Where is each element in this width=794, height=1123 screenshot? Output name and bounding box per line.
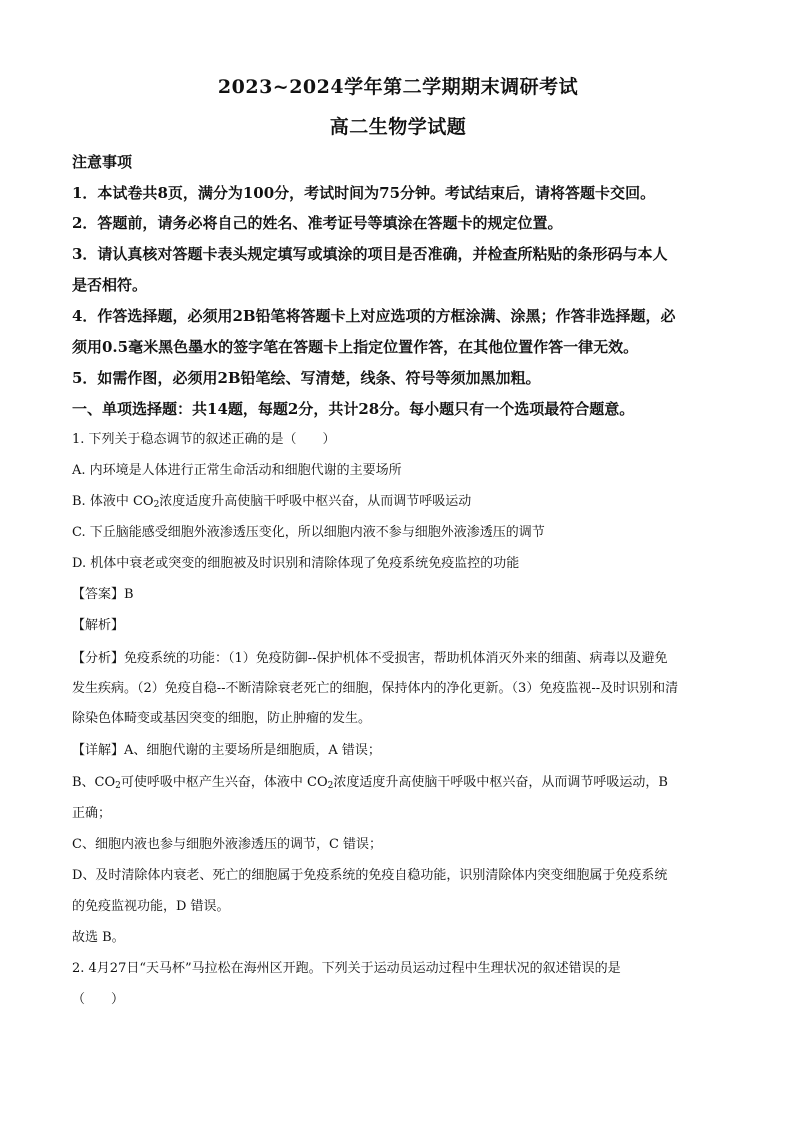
q1-analysis-line: 【分析】免疫系统的功能：（1）免疫防御--保护机体不受损害，帮助机体消灭外来的细菌、病毒以及避免	[72, 651, 668, 666]
q1-option-d: D. 机体中衰老或突变的细胞被及时识别和清除体现了免疫系统免疫监控的功能	[72, 556, 520, 571]
q1-analysis-line: 除染色体畸变或基因突变的细胞，防止肿瘤的发生。	[72, 711, 372, 726]
q1-analysis-line: 发生疾病。（2）免疫自稳--不断清除衰老死亡的细胞，保持体内的净化更新。（3）免疫监视--及时识别和清	[72, 681, 679, 696]
q2-stem-cont: （ ）	[72, 992, 125, 1007]
q1-detail-a: 【详解】A、细胞代谢的主要场所是细胞质，A 错误；	[72, 743, 381, 758]
q1-analysis-label: 【解析】	[72, 618, 125, 633]
q2-stem: 2. 4月27日“天马杯”马拉松在海州区开跑。下列关于运动员运动过程中生理状况的叙述错误的是	[72, 961, 621, 976]
q1-detail-d-cont: 的免疫监视功能，D 错误。	[72, 899, 230, 914]
q1-stem: 1. 下列关于稳态调节的叙述正确的是（ ）	[72, 432, 336, 447]
q1-option-b: B. 体液中 $CO_2$浓度适度升高使脑干呼吸中枢兴奋，从而调节呼吸运动	[72, 494, 472, 510]
notice-heading: 注意事项	[72, 153, 133, 171]
q1-detail-d: D、及时清除体内衰老、死亡的细胞属于免疫系统的免疫自稳功能，识别清除体内突变细胞属于免疫系统	[72, 868, 668, 883]
q1-detail-c: C、细胞内液也参与细胞外液渗透压的调节，C 错误；	[72, 837, 383, 852]
notice-item: 5．如需作图，必须用2B铅笔绘、写清楚，线条、符号等须加黑加粗。	[72, 369, 541, 387]
q1-detail-b: B、$CO_2$可使呼吸中枢产生兴奋，体液中 $CO_2$浓度适度升高使脑干呼吸中枢兴奋，从而调节呼吸运动，B	[72, 775, 668, 791]
q1-detail-b-cont: 正确；	[72, 806, 112, 821]
notice-item: 是否相符。	[72, 276, 148, 294]
notice-item: 3．请认真核对答题卡表头规定填写或填涂的项目是否准确，并检查所粘贴的条形码与本人	[72, 245, 668, 263]
notice-item: 2．答题前，请务必将自己的姓名、准考证号等填涂在答题卡的规定位置。	[72, 214, 563, 232]
q1-option-c: C. 下丘脑能感受细胞外液渗透压变化，所以细胞内液不参与细胞外液渗透压的调节	[72, 525, 545, 540]
q1-answer: 【答案】B	[72, 587, 134, 602]
notice-item: 1．本试卷共8页，满分为100分，考试时间为75分钟。考试结束后，请将答题卡交回。	[72, 184, 656, 202]
notice-item: 4．作答选择题，必须用2B铅笔将答题卡上对应选项的方框涂满、涂黑；作答非选择题，必	[72, 307, 676, 325]
notice-item: 须用0.5毫米黑色墨水的签字笔在答题卡上指定位置作答，在其他位置作答一律无效。	[72, 338, 639, 356]
q1-option-a: A. 内环境是人体进行正常生命活动和细胞代谢的主要场所	[72, 463, 402, 478]
exam-subtitle: 高二生物学试题	[329, 116, 467, 138]
exam-title: 2023~2024学年第二学期期末调研考试	[217, 76, 579, 98]
section-heading: 一、单项选择题：共14题，每题2分，共计28分。每小题只有一个选项最符合题意。	[72, 400, 635, 418]
q1-conclusion: 故选 B。	[72, 930, 125, 945]
